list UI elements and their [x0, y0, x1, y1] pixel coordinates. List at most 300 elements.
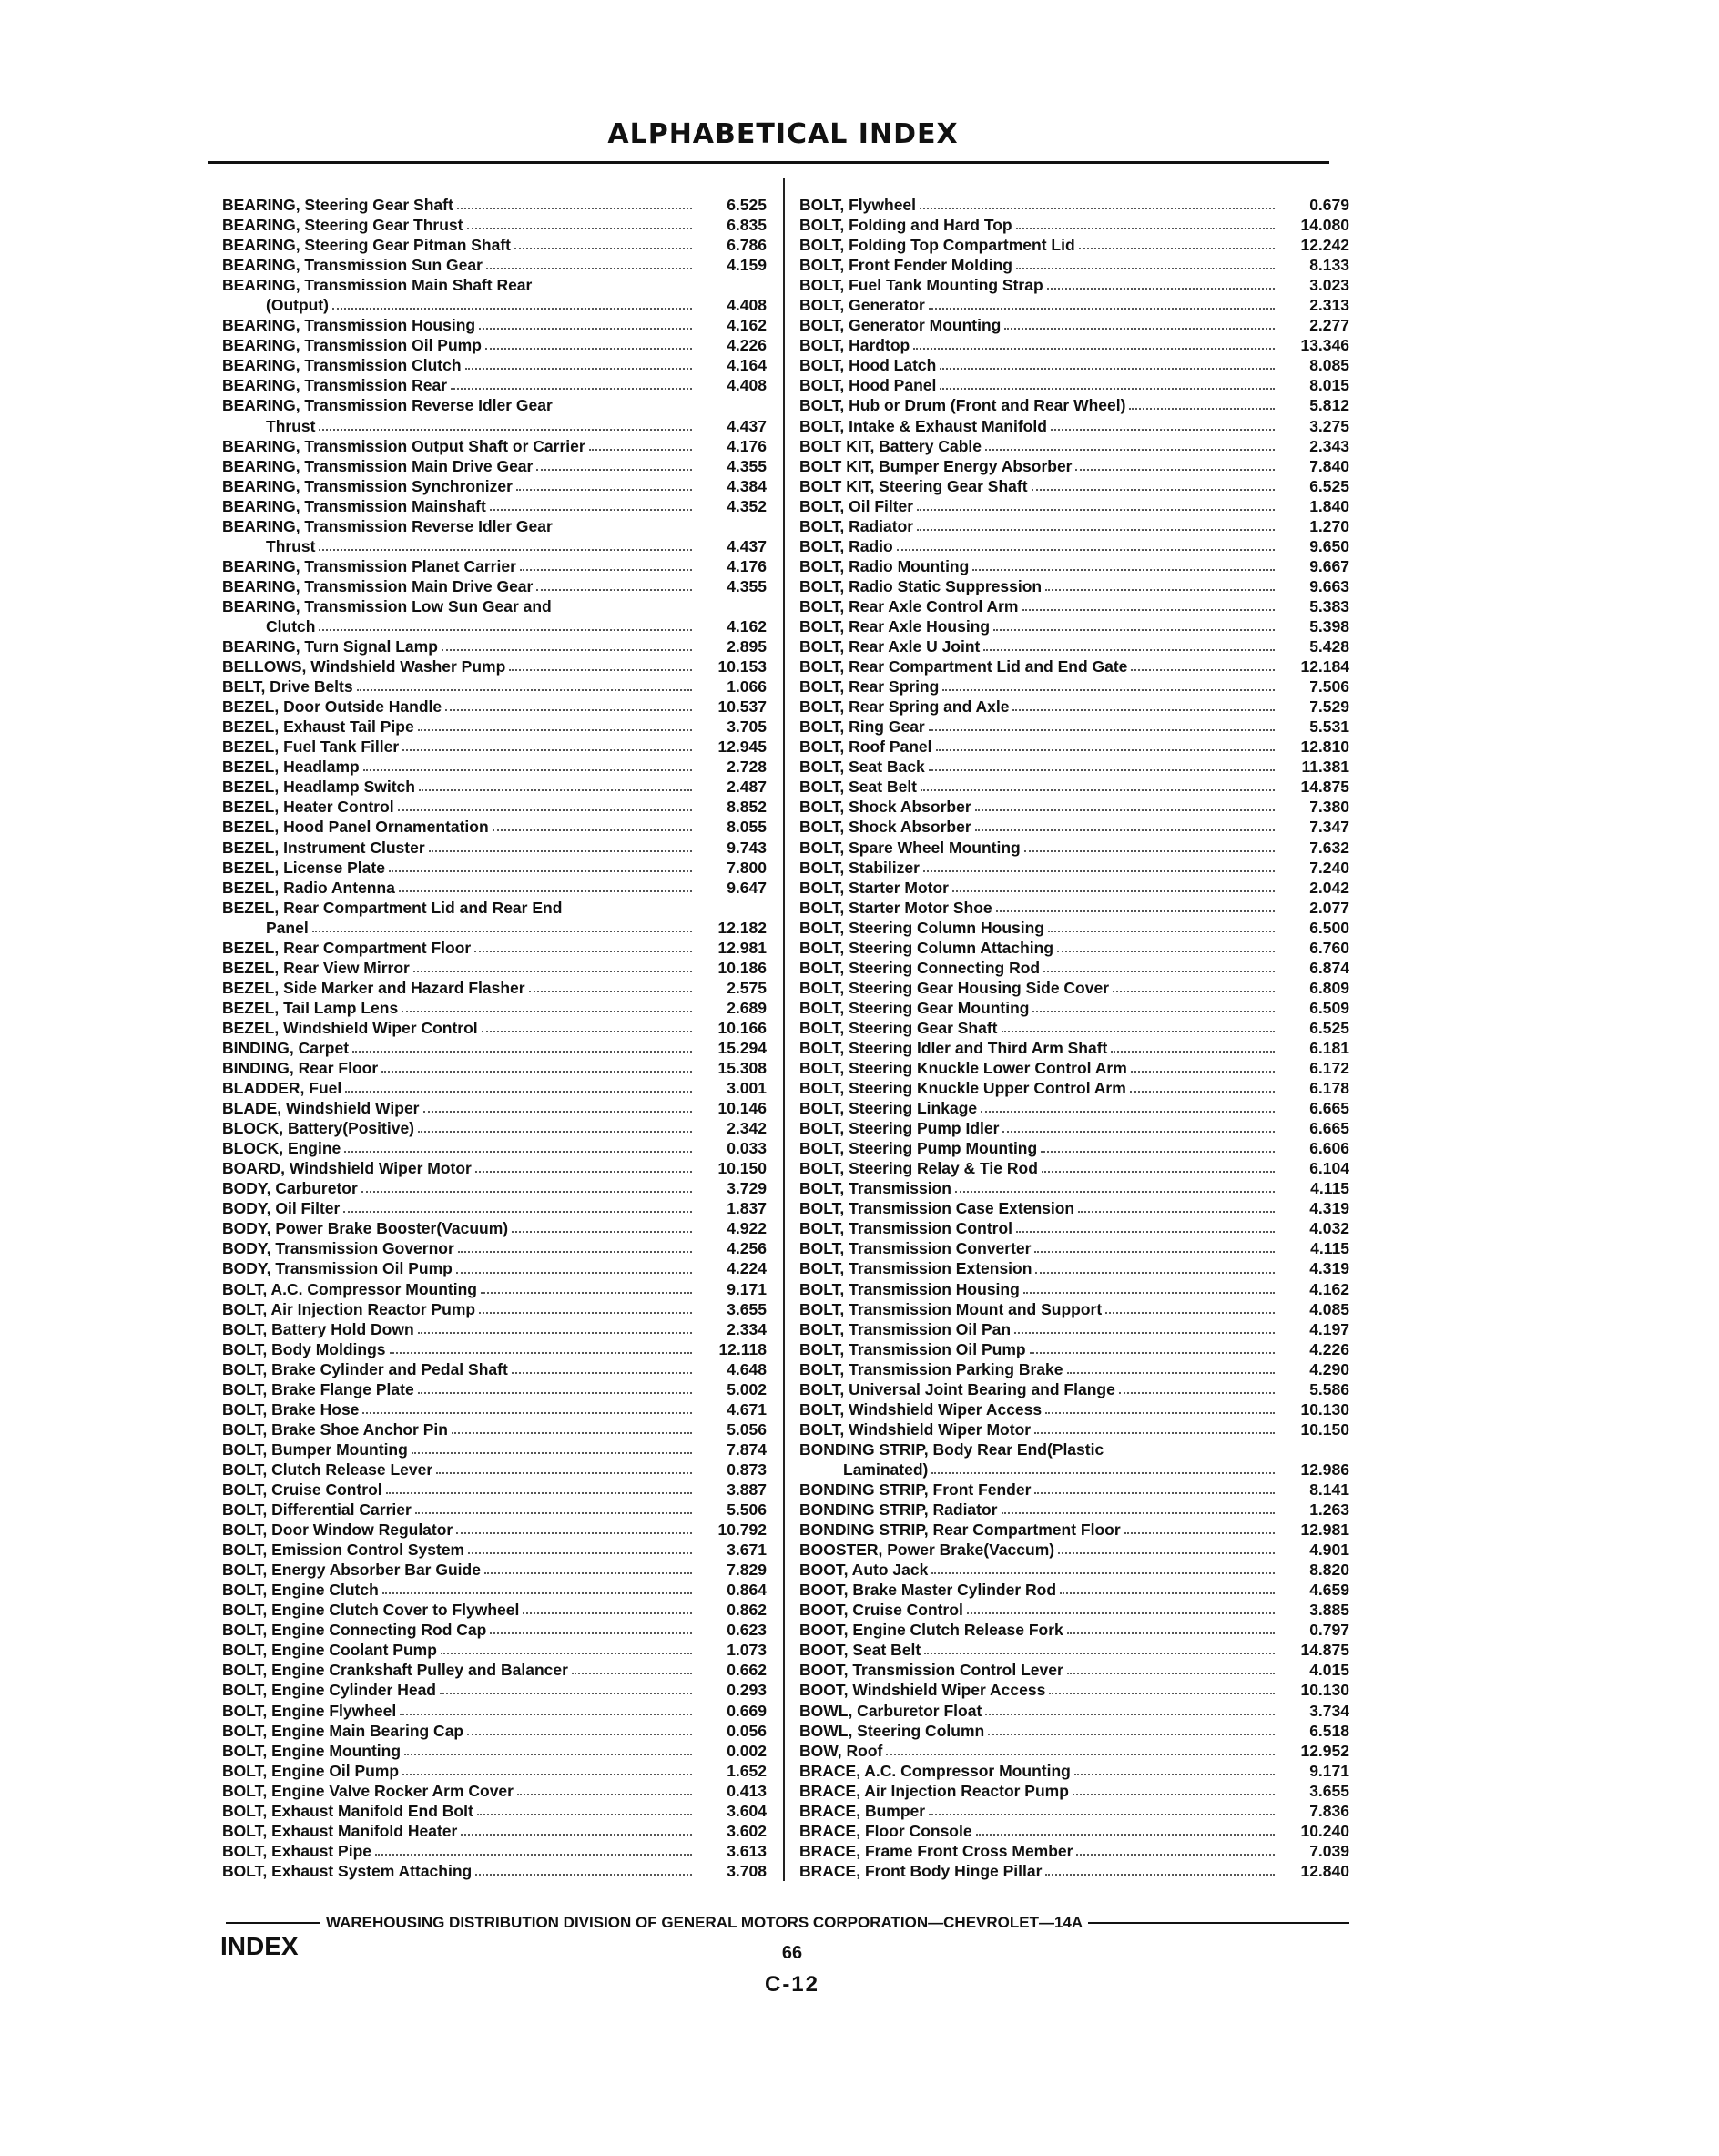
index-entry [222, 898, 767, 918]
index-entry [222, 496, 767, 516]
entry-name: BOLT, Energy Absorber Bar Guide [222, 1561, 481, 1580]
index-entry [799, 817, 1349, 837]
entry-name: BRACE, Frame Front Cross Member [799, 1841, 1073, 1860]
entry-name: BOLT, Steering Idler and Third Arm Shaft [799, 1038, 1108, 1057]
index-entry [222, 1761, 767, 1781]
entry-page-ref: 9.171 [1309, 1761, 1349, 1780]
index-entry [799, 737, 1349, 757]
dot-leader [467, 228, 693, 229]
dot-leader [917, 529, 1275, 531]
entry-name: BOLT, Bumper Mounting [222, 1439, 408, 1459]
index-entry [222, 1540, 767, 1560]
index-entry [222, 998, 767, 1018]
dot-leader [983, 649, 1275, 651]
dot-leader [996, 910, 1275, 912]
index-entry [222, 737, 767, 757]
entry-page-ref: 4.319 [1309, 1259, 1349, 1278]
entry-page-ref: 12.945 [717, 737, 767, 757]
dot-leader [1051, 429, 1275, 431]
dot-leader [1002, 1131, 1275, 1133]
index-entry [222, 556, 767, 576]
entry-page-ref: 9.667 [1309, 556, 1349, 575]
dot-leader [514, 248, 692, 249]
entry-page-ref: 4.162 [727, 616, 767, 636]
dot-leader [1111, 1051, 1275, 1053]
entry-page-ref: 15.294 [717, 1038, 767, 1057]
index-entry [799, 1238, 1349, 1258]
index-entry [799, 1018, 1349, 1038]
entry-page-ref: 12.981 [717, 938, 767, 957]
entry-name: BINDING, Rear Floor [222, 1059, 379, 1078]
entry-page-ref: 6.874 [1309, 958, 1349, 977]
dot-leader [475, 1874, 692, 1876]
entry-name: BOLT KIT, Battery Cable [799, 436, 982, 455]
entry-page-ref: 4.355 [727, 456, 767, 475]
dot-leader [363, 769, 692, 771]
dot-leader [456, 1272, 692, 1274]
entry-page-ref: 10.537 [717, 697, 767, 717]
entry-name: BOLT, Rear Compartment Lid and End Gate [799, 657, 1128, 676]
entry-name: BEZEL, Rear Compartment Lid and Rear End [222, 898, 563, 917]
index-entry [799, 1118, 1349, 1138]
entry-name: BOLT, Engine Crankshaft Pulley and Balancer [222, 1661, 568, 1680]
index-entry [222, 335, 767, 355]
entry-name: BEZEL, Hood Panel Ornamentation [222, 818, 489, 837]
index-entry [799, 456, 1349, 476]
dot-leader [477, 1814, 692, 1815]
entry-name: BODY, Oil Filter [222, 1199, 341, 1218]
entry-page-ref: 3.613 [727, 1841, 767, 1860]
entry-page-ref: 4.290 [1309, 1359, 1349, 1378]
dot-leader [931, 1572, 1275, 1574]
index-entry [799, 858, 1349, 878]
entry-name: BOWL, Carburetor Float [799, 1701, 982, 1720]
entry-page-ref: 9.171 [727, 1279, 767, 1298]
entry-page-ref: 4.901 [1309, 1541, 1349, 1560]
entry-name: BRACE, Floor Console [799, 1821, 972, 1840]
publisher-text: WAREHOUSING DISTRIBUTION DIVISION OF GENERAL MOTORS CORPORATION—CHEVROLET—14A [326, 1914, 1083, 1931]
entry-name: BOLT, Steering Knuckle Lower Control Arm [799, 1059, 1127, 1078]
entry-page-ref: 0.056 [727, 1721, 767, 1740]
dot-leader [312, 931, 692, 932]
entry-name: BOLT, Exhaust Manifold Heater [222, 1821, 458, 1840]
index-entry [222, 456, 767, 476]
entry-page-ref: 4.224 [727, 1259, 767, 1278]
index-entry [799, 275, 1349, 295]
dot-leader [389, 870, 692, 872]
dot-leader [1047, 288, 1275, 290]
index-entry [799, 215, 1349, 235]
index-entry [799, 1680, 1349, 1700]
index-entry [799, 717, 1349, 737]
entry-name: BOLT, Spare Wheel Mounting [799, 838, 1021, 857]
dot-leader [1030, 1352, 1275, 1354]
entry-name: BOLT, Radio Static Suppression [799, 576, 1043, 595]
dot-leader [920, 208, 1275, 209]
entry-page-ref: 2.487 [727, 778, 767, 797]
entry-page-ref: 10.130 [1300, 1681, 1349, 1700]
entry-page-ref: 4.408 [727, 376, 767, 395]
dot-leader [413, 971, 692, 972]
dot-leader [1041, 1151, 1275, 1153]
dot-leader [352, 1051, 692, 1053]
dot-leader [921, 789, 1275, 791]
dot-leader [461, 1834, 692, 1836]
entry-page-ref: 13.346 [1300, 336, 1349, 355]
dot-leader [490, 509, 692, 511]
entry-name: BOLT, Engine Coolant Pump [222, 1641, 437, 1660]
dot-leader [1032, 1011, 1275, 1012]
dot-leader [897, 549, 1275, 551]
entry-page-ref: 7.380 [1309, 798, 1349, 817]
dot-leader [1035, 1272, 1275, 1274]
dot-leader [441, 1653, 692, 1654]
entry-page-ref: 4.159 [727, 256, 767, 275]
entry-name: BEZEL, Rear Compartment Floor [222, 938, 472, 957]
entry-page-ref: 0.033 [727, 1139, 767, 1158]
dot-leader [465, 368, 692, 370]
index-entry [222, 1038, 767, 1058]
index-entry [222, 878, 767, 898]
dot-leader [520, 569, 692, 571]
entry-name: BOLT, Brake Cylinder and Pedal Shaft [222, 1359, 508, 1378]
entry-name: BEZEL, Radio Antenna [222, 878, 395, 897]
dot-leader [940, 368, 1275, 370]
entry-page-ref: 5.398 [1309, 616, 1349, 636]
entry-page-ref: 2.343 [1309, 436, 1349, 455]
entry-page-ref: 4.226 [1309, 1339, 1349, 1358]
dot-leader [1078, 1211, 1275, 1213]
index-entry [799, 1379, 1349, 1399]
index-entry [222, 416, 767, 436]
dot-leader [332, 308, 692, 310]
index-entry [799, 1841, 1349, 1861]
entry-name: BODY, Carburetor [222, 1179, 358, 1198]
entry-page-ref: 4.384 [727, 476, 767, 495]
entry-name: BOLT, Rear Axle Control Arm [799, 596, 1019, 615]
dot-leader [517, 1794, 692, 1795]
dot-leader [1012, 709, 1275, 711]
index-entry [799, 1198, 1349, 1218]
dot-leader [923, 870, 1275, 872]
index-entry [799, 596, 1349, 616]
index-entry [799, 536, 1349, 556]
index-entry [222, 1178, 767, 1198]
index-entry [799, 295, 1349, 315]
index-entry [799, 918, 1349, 938]
entry-name: BEARING, Transmission Mainshaft [222, 496, 486, 515]
entry-page-ref: 14.875 [1300, 778, 1349, 797]
entry-name: BOLT, Intake & Exhaust Manifold [799, 416, 1047, 435]
entry-page-ref: 2.042 [1309, 878, 1349, 897]
entry-page-ref: 5.383 [1309, 596, 1349, 615]
entry-page-ref: 6.665 [1309, 1099, 1349, 1118]
index-entry [799, 1279, 1349, 1299]
index-entry [799, 1580, 1349, 1600]
entry-page-ref: 14.080 [1300, 216, 1349, 235]
index-entry [799, 1459, 1349, 1480]
index-entry [799, 1359, 1349, 1379]
entry-page-ref: 4.162 [1309, 1279, 1349, 1298]
index-entry [799, 1078, 1349, 1098]
index-entry [799, 656, 1349, 676]
dot-leader [1075, 469, 1275, 471]
index-entry [222, 1279, 767, 1299]
entry-name: BOLT, Steering Column Attaching [799, 938, 1054, 957]
dot-leader [972, 569, 1275, 571]
index-entry [222, 757, 767, 777]
dot-leader [936, 749, 1275, 751]
dot-leader [479, 328, 692, 330]
index-entry [222, 1339, 767, 1359]
entry-page-ref: 4.659 [1309, 1581, 1349, 1600]
entry-page-ref: 14.875 [1300, 1641, 1349, 1660]
index-entry [799, 1600, 1349, 1620]
entry-page-ref: 0.669 [727, 1701, 767, 1720]
entry-page-ref: 1.073 [727, 1641, 767, 1660]
index-entry [222, 436, 767, 456]
entry-page-ref: 2.895 [727, 637, 767, 656]
dot-leader [917, 509, 1275, 511]
dot-leader [929, 729, 1275, 731]
index-entry [222, 1721, 767, 1741]
entry-name: BOLT, Generator Mounting [799, 316, 1002, 335]
dot-leader [1113, 991, 1275, 992]
entry-name: BEARING, Transmission Rear [222, 376, 448, 395]
index-entry [222, 235, 767, 255]
entry-name: BRACE, A.C. Compressor Mounting [799, 1761, 1071, 1780]
entry-name: BOLT, Seat Back [799, 758, 925, 777]
dot-leader [975, 809, 1275, 811]
right-index-column [799, 195, 1349, 1881]
entry-name: BOLT KIT, Bumper Energy Absorber [799, 456, 1073, 475]
entry-page-ref: 5.812 [1309, 396, 1349, 415]
entry-page-ref: 7.529 [1309, 697, 1349, 717]
index-entry [799, 436, 1349, 456]
dot-leader [1004, 328, 1275, 330]
entry-name: BOLT, Transmission Oil Pan [799, 1319, 1012, 1338]
page-number: 66 [781, 1943, 803, 1963]
entry-page-ref: 8.820 [1309, 1561, 1349, 1580]
dot-leader [390, 1352, 692, 1354]
index-entry [222, 676, 767, 697]
entry-name: BOLT, Exhaust System Attaching [222, 1861, 473, 1880]
entry-page-ref: 8.085 [1309, 356, 1349, 375]
entry-name: BOLT, Flywheel [799, 196, 917, 214]
entry-name: BOLT, Steering Pump Idler [799, 1119, 1000, 1138]
entry-name: BEZEL, Windshield Wiper Control [222, 1018, 478, 1037]
index-entry [799, 1540, 1349, 1560]
entry-page-ref: 0.413 [727, 1781, 767, 1800]
entry-name: BOLT, Steering Gear Shaft [799, 1018, 998, 1037]
dot-leader [343, 1211, 692, 1213]
entry-name: BEZEL, Headlamp Switch [222, 778, 415, 797]
index-entry [222, 1801, 767, 1821]
entry-name: BEARING, Turn Signal Lamp [222, 637, 438, 656]
entry-page-ref: 4.671 [727, 1399, 767, 1419]
entry-name: BEARING, Steering Gear Shaft [222, 196, 453, 214]
dot-leader [1130, 1091, 1275, 1093]
entry-page-ref: 3.655 [1309, 1781, 1349, 1800]
entry-name: BOLT, Transmission Case Extension [799, 1199, 1075, 1218]
entry-name: BODY, Transmission Oil Pump [222, 1259, 453, 1278]
index-entry [222, 1600, 767, 1620]
entry-page-ref: 10.150 [1300, 1419, 1349, 1439]
dot-leader [429, 850, 692, 852]
entry-page-ref: 3.602 [727, 1821, 767, 1840]
entry-page-ref: 4.115 [1310, 1179, 1349, 1198]
dot-leader [451, 388, 692, 390]
entry-page-ref: 3.705 [727, 717, 767, 737]
entry-page-ref: 6.509 [1309, 998, 1349, 1017]
entry-page-ref: 10.146 [717, 1099, 767, 1118]
dot-leader [1060, 1592, 1275, 1594]
dot-leader [345, 1091, 692, 1093]
entry-name: BOLT, Steering Pump Mounting [799, 1139, 1038, 1158]
index-entry [222, 355, 767, 375]
entry-page-ref: 7.874 [727, 1439, 767, 1459]
dot-leader [536, 469, 692, 471]
entry-name: BOLT, Hub or Drum (Front and Rear Wheel) [799, 396, 1126, 415]
dot-leader [418, 1332, 692, 1334]
entry-page-ref: 2.313 [1309, 296, 1349, 315]
entry-page-ref: 8.133 [1309, 256, 1349, 275]
entry-page-ref: 3.275 [1309, 416, 1349, 435]
dot-leader [493, 829, 692, 831]
dot-leader [1032, 489, 1275, 491]
index-entry [799, 1439, 1349, 1459]
dot-leader [1076, 1854, 1275, 1856]
entry-page-ref: 6.500 [1309, 918, 1349, 937]
dot-leader [482, 1031, 692, 1032]
title-underline [208, 161, 1329, 164]
dot-leader [1034, 1251, 1275, 1253]
entry-name: BOLT, Transmission Oil Pump [799, 1339, 1026, 1358]
entry-page-ref: 7.836 [1309, 1801, 1349, 1820]
entry-name: BOLT, Steering Gear Mounting [799, 998, 1030, 1017]
dot-leader [993, 629, 1275, 631]
dot-leader [509, 669, 692, 671]
entry-page-ref: 3.887 [727, 1480, 767, 1499]
index-entry [222, 1439, 767, 1459]
index-entry [799, 576, 1349, 596]
entry-name: BEZEL, Tail Lamp Lens [222, 998, 399, 1017]
entry-name: BOLT, Engine Clutch Cover to Flywheel [222, 1601, 520, 1620]
section-label: INDEX [220, 1932, 299, 1960]
entry-name: BOLT, Cruise Control [222, 1480, 382, 1499]
dot-leader [467, 1734, 692, 1735]
index-entry [222, 315, 767, 335]
dot-leader [1022, 609, 1276, 611]
entry-page-ref: 3.671 [727, 1541, 767, 1560]
index-entry [799, 355, 1349, 375]
dot-leader [481, 1292, 692, 1294]
dot-leader [913, 348, 1275, 350]
index-entry [222, 476, 767, 496]
index-entry [222, 938, 767, 958]
entry-page-ref: 4.319 [1309, 1199, 1349, 1218]
dot-leader [458, 1251, 692, 1253]
entry-page-ref: 12.118 [718, 1339, 767, 1358]
dot-leader [985, 1714, 1275, 1715]
dot-leader [398, 809, 692, 811]
entry-page-ref: 10.186 [717, 958, 767, 977]
entry-name: BONDING STRIP, Front Fender [799, 1480, 1032, 1499]
dot-leader [382, 1592, 692, 1594]
index-entry [799, 938, 1349, 958]
entry-name: BOLT, Radio [799, 536, 893, 555]
entry-name: BOLT, Rear Spring and Axle [799, 697, 1010, 717]
entry-name: BOOT, Brake Master Cylinder Rod [799, 1581, 1057, 1600]
index-entry [799, 195, 1349, 215]
dot-leader [1079, 248, 1275, 249]
entry-page-ref: 4.032 [1309, 1219, 1349, 1238]
entry-name: BOLT, Transmission Housing [799, 1279, 1020, 1298]
entry-page-ref: 0.293 [727, 1681, 767, 1700]
index-entry [222, 1078, 767, 1098]
dot-leader [418, 729, 692, 731]
entry-name: BINDING, Carpet [222, 1038, 350, 1057]
entry-name: BEARING, Transmission Main Shaft Rear [222, 276, 533, 295]
entry-name: BEARING, Transmission Synchronizer [222, 476, 513, 495]
index-entry [222, 918, 767, 938]
dot-leader [436, 1472, 692, 1474]
dot-leader [1016, 228, 1275, 229]
entry-name: BEZEL, Door Outside Handle [222, 697, 442, 717]
entry-name: BOOT, Engine Clutch Release Fork [799, 1621, 1063, 1640]
dot-leader [976, 1834, 1275, 1836]
entry-name: BOWL, Steering Column [799, 1721, 985, 1740]
index-entry [799, 496, 1349, 516]
index-entry [222, 1018, 767, 1038]
index-entry [799, 556, 1349, 576]
entry-page-ref: 0.679 [1309, 196, 1349, 214]
entry-name: BOLT, Engine Valve Rocker Arm Cover [222, 1781, 514, 1800]
dot-leader [1074, 1774, 1275, 1775]
entry-page-ref: 12.184 [1300, 657, 1349, 676]
entry-name: BOLT, Air Injection Reactor Pump [222, 1299, 476, 1318]
footer-rule-left [226, 1922, 320, 1924]
dot-leader [479, 1312, 692, 1314]
index-entry [222, 1198, 767, 1218]
index-entry [799, 1138, 1349, 1158]
dot-leader [924, 1653, 1275, 1654]
index-entry [799, 315, 1349, 335]
entry-name: BOOT, Seat Belt [799, 1641, 921, 1660]
index-entry [222, 295, 767, 315]
index-entry [222, 1701, 767, 1721]
index-entry [799, 1258, 1349, 1278]
entry-page-ref: 3.885 [1309, 1601, 1349, 1620]
entry-name: Thrust [266, 416, 316, 435]
index-entry [799, 1299, 1349, 1319]
entry-page-ref: 8.015 [1309, 376, 1349, 395]
index-entry [799, 777, 1349, 797]
dot-leader [1057, 951, 1275, 952]
dot-leader [952, 890, 1275, 892]
dot-leader [1049, 1693, 1275, 1694]
entry-name: BOLT, Shock Absorber [799, 798, 971, 817]
index-entry [222, 717, 767, 737]
index-entry [222, 1861, 767, 1881]
entry-name: BOLT, Front Fender Molding [799, 256, 1012, 275]
dot-leader [929, 1814, 1275, 1815]
entry-page-ref: 9.743 [727, 838, 767, 857]
entry-name: BEZEL, License Plate [222, 858, 385, 877]
index-entry [799, 998, 1349, 1018]
entry-page-ref: 3.023 [1309, 276, 1349, 295]
dot-leader [1045, 589, 1275, 591]
